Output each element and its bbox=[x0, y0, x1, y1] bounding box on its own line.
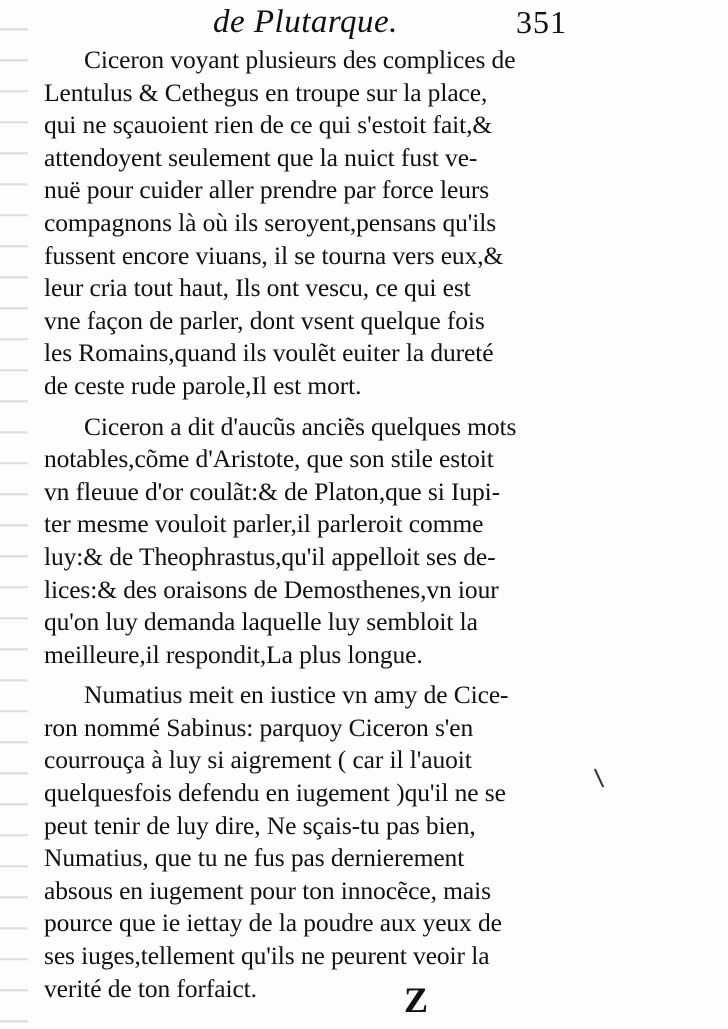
paragraph-2 bbox=[44, 411, 592, 672]
text-line: peut tenir de luy dire, Ne sçais-tu pas bien, bbox=[44, 810, 476, 840]
text-line: courrouça à luy si aigrement ( car il l'auoit bbox=[44, 745, 472, 775]
text-line: notables,cõme d'Aristote, que son stile estoit bbox=[44, 444, 494, 474]
text-line: ter mesme vouloit parler,il parleroit comme bbox=[44, 509, 484, 539]
text-line: compagnons là où ils seroyent,pensans qu'ils bbox=[44, 207, 497, 237]
text-line: Ciceron a dit d'aucũs anciẽs quelques mots bbox=[84, 411, 517, 441]
text-line: qui ne sçauoient rien de ce qui s'estoit fait,& bbox=[44, 110, 493, 140]
text-line: vn fleuue d'or coulãt:& de Platon,que si Iupi- bbox=[44, 476, 501, 506]
text-line: ses iuges,tellement qu'ils ne peurent veoir la bbox=[44, 941, 490, 971]
bleed-through-margin bbox=[0, 0, 28, 1029]
signature-mark: Z bbox=[404, 980, 429, 1020]
text-line: vne façon de parler, dont vsent quelque fois bbox=[44, 305, 485, 335]
text-line: leur cria tout haut, Ils ont vescu, ce qui est bbox=[44, 273, 471, 303]
text-line: qu'on luy demanda laquelle luy sembloit la bbox=[44, 607, 478, 637]
text-line: Numatius, que tu ne fus pas dernierement bbox=[44, 843, 465, 873]
text-line: verité de ton forfaict. bbox=[44, 973, 257, 1003]
body-text bbox=[44, 44, 592, 1013]
text-line: ron nommé Sabinus: parquoy Ciceron s'en bbox=[44, 712, 474, 742]
text-line: les Romains,quand ils voulẽt euiter la dureté bbox=[44, 338, 494, 368]
text-line: de ceste rude parole,Il est mort. bbox=[44, 370, 362, 400]
text-line: attendoyent seulement que la nuict fust ve- bbox=[44, 142, 478, 172]
margin-mark bbox=[594, 769, 604, 788]
paragraph-3 bbox=[44, 679, 592, 1005]
text-line: fussent encore viuans, il se tourna vers eux,& bbox=[44, 240, 504, 270]
text-line: quelquesfois defendu en iugement )qu'il ne se bbox=[44, 778, 506, 808]
text-line: Lentulus & Cethegus en troupe sur la place, bbox=[44, 77, 488, 107]
text-line: meilleure,il respondit,La plus longue. bbox=[44, 639, 423, 669]
text-line: lices:& des oraisons de Demosthenes,vn iour bbox=[44, 574, 499, 604]
text-line: luy:& de Theophrastus,qu'il appelloit ses de- bbox=[44, 541, 496, 571]
text-line: pource que ie iettay de la poudre aux yeux de bbox=[44, 908, 502, 938]
text-line: nuë pour cuider aller prendre par force leurs bbox=[44, 175, 490, 205]
text-line: Ciceron voyant plusieurs des complices de bbox=[84, 45, 516, 74]
text-line: Numatius meit en iustice vn amy de Cice- bbox=[84, 680, 509, 710]
page-number: 351 bbox=[516, 4, 567, 40]
text-line: absous en iugement pour ton innocẽce, mais bbox=[44, 875, 491, 905]
running-title: de Plutarque. bbox=[213, 4, 398, 40]
page-header bbox=[0, 2, 728, 42]
paragraph-1 bbox=[44, 44, 592, 403]
